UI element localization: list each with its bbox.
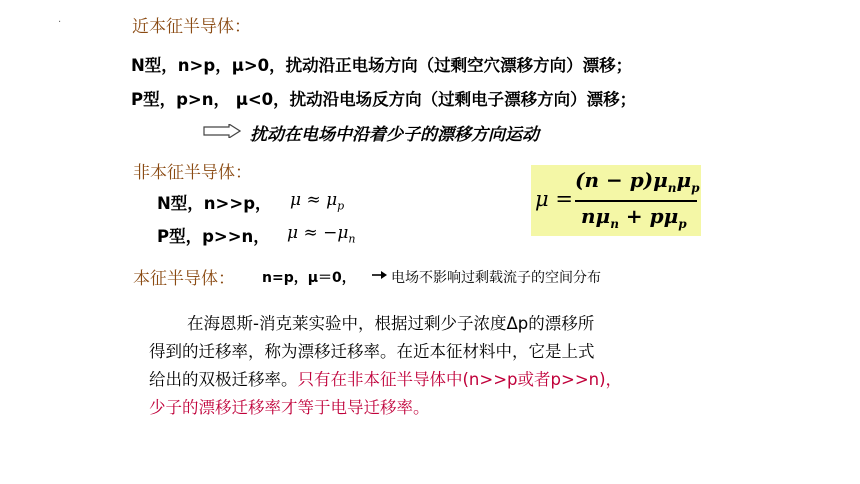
intrinsic-condition: n=p，μ＝0， <box>262 270 356 286</box>
double-arrow-icon <box>203 124 241 138</box>
arrow-right-icon <box>372 270 388 280</box>
n-type-non-intrinsic-label: N型，n>>p， <box>157 194 272 213</box>
corner-dot: . <box>58 14 62 25</box>
p-type-non-intrinsic-label: P型，p>>n， <box>157 227 270 246</box>
formula-numerator: $(n - p)\mu_n\mu_p$ <box>575 168 700 195</box>
formula-lhs: μ = <box>535 187 573 211</box>
paragraph-line-3-red: 只有在非本征半导体中(n>>p或者p>>n)， <box>297 370 623 389</box>
p-type-near-line: P型，p>n， μ<0，扰动沿电场反方向（过剩电子漂移方向）漂移； <box>131 90 637 109</box>
non-intrinsic-heading: 非本征半导体： <box>133 163 252 183</box>
intrinsic-note: 电场不影响过剩载流子的空间分布 <box>391 270 601 286</box>
formula-denominator: $n\mu_n + p\mu_p$ <box>581 204 687 231</box>
p-type-approx-formula: $\mu \approx -\mu_n$ <box>287 223 356 246</box>
n-type-approx-formula: $\mu \approx \mu_p$ <box>290 190 345 213</box>
paragraph-line-1: 在海恩斯-消克莱实验中，根据过剩少子浓度Δp的漂移所 <box>187 314 595 333</box>
ambipolar-mobility-formula <box>531 165 701 236</box>
fraction-bar <box>575 200 697 202</box>
intrinsic-heading: 本征半导体： <box>133 269 235 289</box>
paragraph-line-4: 少子的漂移迁移率才等于电导迁移率。 <box>149 398 430 417</box>
conclusion-text: 扰动在电场中沿着少子的漂移方向运动 <box>250 125 539 145</box>
paragraph-line-3-black: 给出的双极迁移率。 <box>149 370 298 389</box>
paragraph-line-2: 得到的迁移率，称为漂移迁移率。在近本征材料中，它是上式 <box>149 342 595 361</box>
n-type-near-line: N型，n>p，μ>0，扰动沿正电场方向（过剩空穴漂移方向）漂移； <box>131 56 633 75</box>
paragraph-line-3 <box>149 366 622 394</box>
near-intrinsic-heading: 近本征半导体： <box>132 17 251 37</box>
